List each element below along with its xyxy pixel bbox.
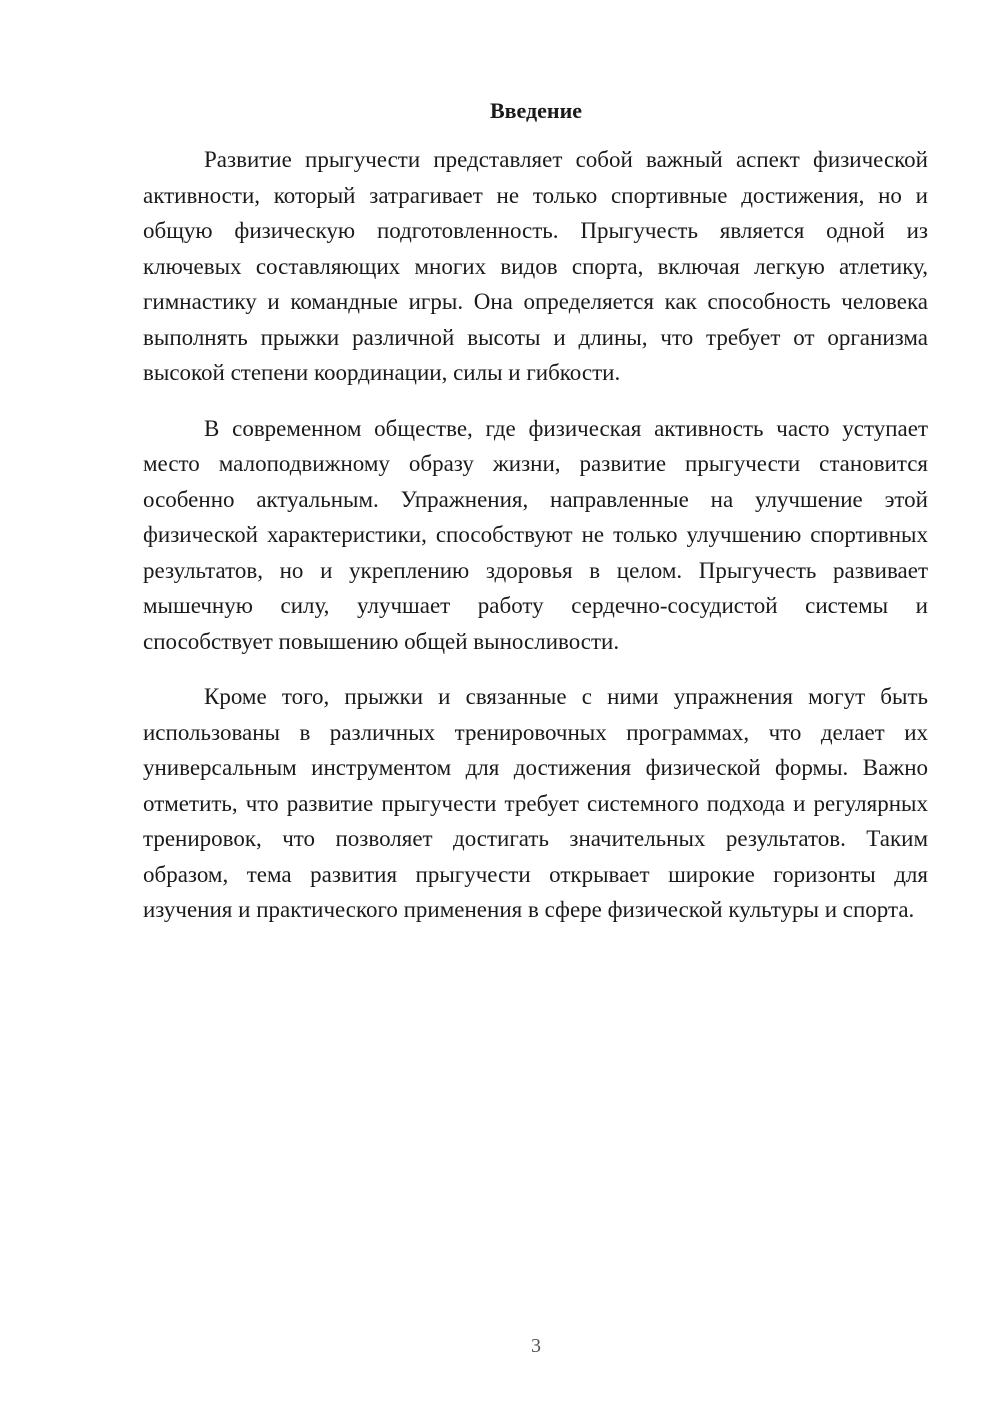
paragraph-1: Развитие прыгучести представляет собой важный аспект физической активности, который затрагивает не только спортивные достижения, но и общую физическую подготовленность. Прыгучесть является одной из ключевых составляющих многих видов спорта, включая легкую атлетику, гимнастику и командные игры. Она определяется как способность человека выполнять прыжки различной высоты и длины, что требует от организма высокой степени координации, силы и гибкости. (143, 147, 928, 385)
paragraph-3: Кроме того, прыжки и связанные с ними упражнения могут быть использованы в различных тренировочных программах, что делает их универсальным инструментом для достижения физической формы. Важно отметить, что развитие прыгучести требует системного подхода и регулярных тренировок, что позволяет достигать значительных результатов. Таким образом, тема развития прыгучести открывает широкие горизонты для изучения и практического применения в сфере физической культуры и спорта. (143, 684, 928, 922)
section-heading: Введение (489, 98, 583, 123)
body-text (143, 142, 928, 948)
page-number: 3 (531, 1335, 541, 1357)
paragraph-2: В современном обществе, где физическая активность часто уступает место малоподвижному образу жизни, развитие прыгучести становится особенно актуальным. Упражнения, направленные на улучшение этой физической характеристики, способствуют не только улучшению спортивных результатов, но и укреплению здоровья в целом. Прыгучесть развивает мышечную силу, улучшает работу сердечно-сосудистой системы и способствует повышению общей выносливости. (143, 415, 928, 654)
